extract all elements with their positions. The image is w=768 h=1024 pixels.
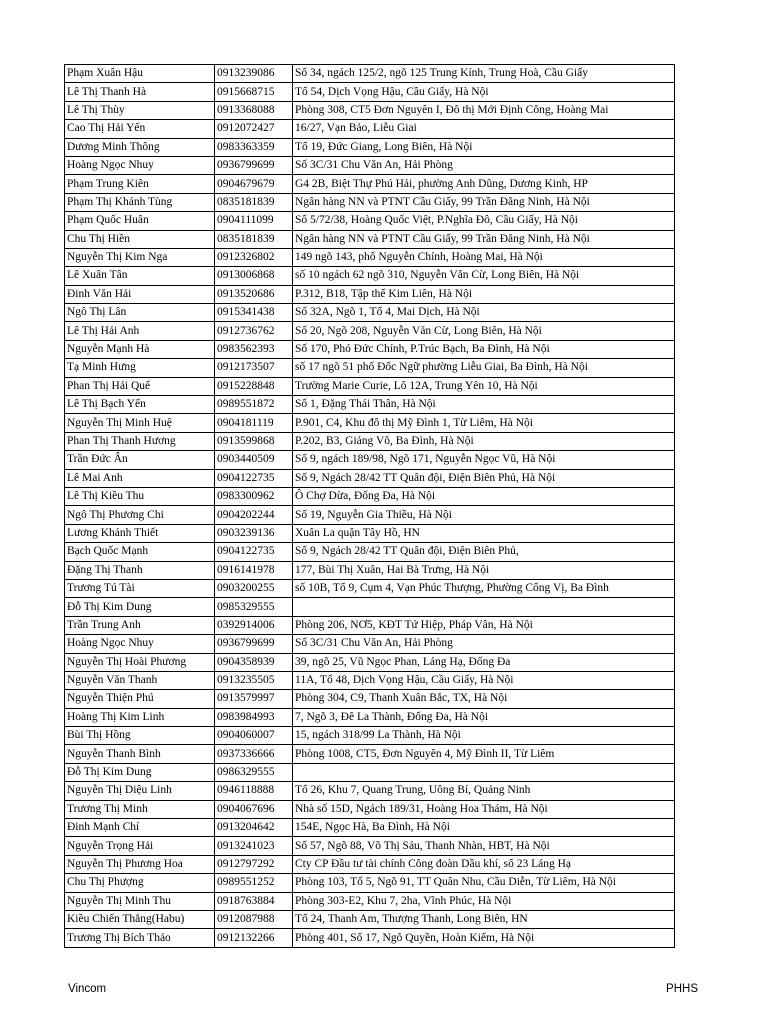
name-cell: Hoàng Ngọc Nhuy xyxy=(65,635,215,653)
table-row xyxy=(65,175,675,193)
phone-cell: 0983300962 xyxy=(215,487,293,505)
table-row xyxy=(65,782,675,800)
address-cell: Ngân hàng NN và PTNT Cầu Giấy, 99 Trần Đăng Ninh, Hà Nội xyxy=(293,193,675,211)
table-row xyxy=(65,819,675,837)
phone-cell: 0918763884 xyxy=(215,892,293,910)
name-cell: Đỗ Thị Kim Dung xyxy=(65,598,215,616)
phone-cell: 0913520686 xyxy=(215,285,293,303)
table-row xyxy=(65,359,675,377)
phone-cell: 0913204642 xyxy=(215,819,293,837)
table-row xyxy=(65,800,675,818)
table-row xyxy=(65,653,675,671)
name-cell: Ngô Thị Phương Chi xyxy=(65,506,215,524)
address-cell: Ô Chợ Dừa, Đống Đa, Hà Nội xyxy=(293,487,675,505)
phone-cell: 0913579997 xyxy=(215,690,293,708)
name-cell: Tạ Minh Hưng xyxy=(65,359,215,377)
name-cell: Kiều Chiến Thắng(Habu) xyxy=(65,910,215,928)
phone-cell: 0913241023 xyxy=(215,837,293,855)
name-cell: Nguyễn Thị Kim Nga xyxy=(65,248,215,266)
phone-cell: 0916141978 xyxy=(215,561,293,579)
name-cell: Nguyễn Thị Minh Huệ xyxy=(65,414,215,432)
phone-cell: 0904358939 xyxy=(215,653,293,671)
name-cell: Lê Mai Anh xyxy=(65,469,215,487)
address-cell: 16/27, Vạn Bảo, Liễu Giai xyxy=(293,120,675,138)
address-cell: Số 3C/31 Chu Văn An, Hải Phòng xyxy=(293,635,675,653)
contact-table-body xyxy=(65,65,675,948)
phone-cell: 0912173507 xyxy=(215,359,293,377)
name-cell: Lương Khánh Thiết xyxy=(65,524,215,542)
address-cell: Tổ 54, Dịch Vọng Hậu, Cầu Giấy, Hà Nội xyxy=(293,83,675,101)
address-cell: số 17 ngõ 51 phố Đốc Ngữ phường Liễu Giai, Ba Đình, Hà Nội xyxy=(293,359,675,377)
address-cell: 15, ngách 318/99 La Thành, Hà Nội xyxy=(293,727,675,745)
phone-cell: 0904067696 xyxy=(215,800,293,818)
table-row xyxy=(65,690,675,708)
name-cell: Lê Thị Kiều Thu xyxy=(65,487,215,505)
phone-cell: 0912736762 xyxy=(215,322,293,340)
name-cell: Lê Xuân Tân xyxy=(65,267,215,285)
table-row xyxy=(65,285,675,303)
address-cell: Phòng 304, C9, Thanh Xuân Bắc, TX, Hà Nội xyxy=(293,690,675,708)
phone-cell: 0985329555 xyxy=(215,598,293,616)
address-cell: Số 19, Nguyễn Gia Thiều, Hà Nội xyxy=(293,506,675,524)
address-cell: Phòng 401, Số 17, Ngô Quyền, Hoàn Kiếm, Hà Nội xyxy=(293,929,675,947)
address-cell: Ngân hàng NN và PTNT Cầu Giấy, 99 Trần Đăng Ninh, Hà Nội xyxy=(293,230,675,248)
address-cell: số 10B, Tổ 9, Cụm 4, Vạn Phúc Thượng, Phường Cống Vị, Ba Đình xyxy=(293,579,675,597)
address-cell: Phòng 308, CT5 Đơn Nguyên I, Đô thị Mới Định Công, Hoàng Mai xyxy=(293,101,675,119)
name-cell: Phan Thị Hải Quế xyxy=(65,377,215,395)
phone-cell: 0913006868 xyxy=(215,267,293,285)
phone-cell: 0915668715 xyxy=(215,83,293,101)
table-row xyxy=(65,561,675,579)
phone-cell: 0913239086 xyxy=(215,65,293,83)
address-cell: Tổ 19, Đức Giang, Long Biên, Hà Nội xyxy=(293,138,675,156)
address-cell: Số 9, Ngách 28/42 TT Quân đội, Điện Biên Phủ, Hà Nội xyxy=(293,469,675,487)
table-row xyxy=(65,635,675,653)
footer-right-label: PHHS xyxy=(666,983,698,995)
name-cell: Chu Thị Hiền xyxy=(65,230,215,248)
phone-cell: 0989551872 xyxy=(215,396,293,414)
name-cell: Nguyễn Thị Hoài Phương xyxy=(65,653,215,671)
contact-table xyxy=(64,64,675,948)
phone-cell: 0392914006 xyxy=(215,616,293,634)
table-row xyxy=(65,929,675,947)
footer-left-label: Vincom xyxy=(68,983,107,995)
phone-cell: 0912132266 xyxy=(215,929,293,947)
table-row xyxy=(65,304,675,322)
name-cell: Hoàng Thị Kim Linh xyxy=(65,708,215,726)
name-cell: Phạm Thị Khánh Tùng xyxy=(65,193,215,211)
phone-cell: 0904122735 xyxy=(215,469,293,487)
address-cell: Tổ 24, Thanh Am, Thượng Thanh, Long Biên, HN xyxy=(293,910,675,928)
address-cell: 11A, Tổ 48, Dịch Vọng Hậu, Cầu Giấy, Hà Nội xyxy=(293,671,675,689)
table-row xyxy=(65,340,675,358)
address-cell: Số 9, ngách 189/98, Ngõ 171, Nguyễn Ngọc Vũ, Hà Nội xyxy=(293,451,675,469)
address-cell: 39, ngõ 25, Vũ Ngọc Phan, Láng Hạ, Đống Đa xyxy=(293,653,675,671)
table-row xyxy=(65,83,675,101)
phone-cell: 0913599868 xyxy=(215,432,293,450)
phone-cell: 0912087988 xyxy=(215,910,293,928)
address-cell: Phòng 103, Tổ 5, Ngõ 91, TT Quân Nhu, Cầu Diễn, Từ Liêm, Hà Nội xyxy=(293,874,675,892)
name-cell: Trương Tú Tài xyxy=(65,579,215,597)
name-cell: Dương Minh Thông xyxy=(65,138,215,156)
name-cell: Đỗ Thị Kim Dung xyxy=(65,763,215,781)
table-row xyxy=(65,763,675,781)
name-cell: Phạm Trung Kiên xyxy=(65,175,215,193)
address-cell: Phòng 303-E2, Khu 7, 2ha, Vĩnh Phúc, Hà Nội xyxy=(293,892,675,910)
phone-cell: 0983562393 xyxy=(215,340,293,358)
name-cell: Lê Thị Bạch Yến xyxy=(65,396,215,414)
phone-cell: 0912797292 xyxy=(215,855,293,873)
address-cell: Phòng 206, NƠ5, KĐT Tứ Hiệp, Pháp Vân, Hà Nội xyxy=(293,616,675,634)
name-cell: Lê Thị Thanh Hà xyxy=(65,83,215,101)
phone-cell: 0913235505 xyxy=(215,671,293,689)
name-cell: Phạm Quốc Huân xyxy=(65,212,215,230)
name-cell: Nguyễn Thị Minh Thu xyxy=(65,892,215,910)
name-cell: Nguyễn Thị Phương Hoa xyxy=(65,855,215,873)
address-cell: G4 2B, Biệt Thự Phú Hải, phường Anh Dũng, Dương Kinh, HP xyxy=(293,175,675,193)
phone-cell: 0904122735 xyxy=(215,543,293,561)
address-cell: P.901, C4, Khu đô thị Mỹ Đình 1, Từ Liêm, Hà Nội xyxy=(293,414,675,432)
table-row xyxy=(65,377,675,395)
address-cell: số 10 ngách 62 ngõ 310, Nguyễn Văn Cừ, Long Biên, Hà Nội xyxy=(293,267,675,285)
table-row xyxy=(65,579,675,597)
address-cell: Số 5/72/38, Hoàng Quốc Việt, P.Nghĩa Đô, Cầu Giấy, Hà Nội xyxy=(293,212,675,230)
address-cell: Phòng 1008, CT5, Đơn Nguyên 4, Mỹ Đình II, Từ Liêm xyxy=(293,745,675,763)
table-row xyxy=(65,451,675,469)
table-row xyxy=(65,138,675,156)
table-row xyxy=(65,101,675,119)
name-cell: Trần Trung Anh xyxy=(65,616,215,634)
name-cell: Ngô Thị Lân xyxy=(65,304,215,322)
table-row xyxy=(65,248,675,266)
address-cell: Số 9, Ngách 28/42 TT Quân đội, Điện Biên Phủ, xyxy=(293,543,675,561)
name-cell: Bạch Quốc Mạnh xyxy=(65,543,215,561)
address-cell: 177, Bùi Thị Xuân, Hai Bà Trưng, Hà Nội xyxy=(293,561,675,579)
phone-cell: 0989551252 xyxy=(215,874,293,892)
name-cell: Phạm Xuân Hậu xyxy=(65,65,215,83)
phone-cell: 0903239136 xyxy=(215,524,293,542)
table-row xyxy=(65,432,675,450)
name-cell: Nguyễn Trọng Hải xyxy=(65,837,215,855)
phone-cell: 0903200255 xyxy=(215,579,293,597)
table-row xyxy=(65,65,675,83)
phone-cell: 0904181119 xyxy=(215,414,293,432)
name-cell: Lê Thị Thùy xyxy=(65,101,215,119)
address-cell: Nhà số 15D, Ngách 189/31, Hoàng Hoa Thám, Hà Nội xyxy=(293,800,675,818)
table-row xyxy=(65,855,675,873)
name-cell: Nguyễn Mạnh Hà xyxy=(65,340,215,358)
name-cell: Phan Thị Thanh Hương xyxy=(65,432,215,450)
name-cell: Lê Thị Hải Anh xyxy=(65,322,215,340)
phone-cell: 0903440509 xyxy=(215,451,293,469)
address-cell xyxy=(293,598,675,616)
address-cell: Số 3C/31 Chu Văn An, Hải Phòng xyxy=(293,156,675,174)
table-row xyxy=(65,910,675,928)
address-cell: Số 57, Ngõ 88, Võ Thị Sáu, Thanh Nhàn, HBT, Hà Nội xyxy=(293,837,675,855)
table-row xyxy=(65,506,675,524)
name-cell: Trần Đức Ân xyxy=(65,451,215,469)
name-cell: Hoàng Ngọc Nhuy xyxy=(65,156,215,174)
phone-cell: 0983984993 xyxy=(215,708,293,726)
phone-cell: 0915228848 xyxy=(215,377,293,395)
address-cell: Số 1, Đặng Thái Thân, Hà Nội xyxy=(293,396,675,414)
table-row xyxy=(65,598,675,616)
phone-cell: 0904202244 xyxy=(215,506,293,524)
address-cell: Cty CP Đầu tư tài chính Công đoàn Dầu khí, số 23 Láng Hạ xyxy=(293,855,675,873)
address-cell: 154E, Ngọc Hà, Ba Đình, Hà Nội xyxy=(293,819,675,837)
address-cell: Số 32A, Ngõ 1, Tổ 4, Mai Dịch, Hà Nội xyxy=(293,304,675,322)
address-cell: 7, Ngõ 3, Đê La Thành, Đống Đa, Hà Nội xyxy=(293,708,675,726)
phone-cell: 0913368088 xyxy=(215,101,293,119)
address-cell: Tổ 26, Khu 7, Quang Trung, Uông Bí, Quảng Ninh xyxy=(293,782,675,800)
table-row xyxy=(65,837,675,855)
name-cell: Đinh Văn Hải xyxy=(65,285,215,303)
phone-cell: 0983363359 xyxy=(215,138,293,156)
name-cell: Đặng Thị Thanh xyxy=(65,561,215,579)
table-row xyxy=(65,745,675,763)
phone-cell: 0915341438 xyxy=(215,304,293,322)
address-cell: Trường Marie Curie, Lô 12A, Trung Yên 10, Hà Nội xyxy=(293,377,675,395)
table-row xyxy=(65,230,675,248)
table-row xyxy=(65,524,675,542)
address-cell: Số 20, Ngõ 208, Nguyễn Văn Cừ, Long Biên, Hà Nội xyxy=(293,322,675,340)
phone-cell: 0904679679 xyxy=(215,175,293,193)
address-cell xyxy=(293,763,675,781)
phone-cell: 0835181839 xyxy=(215,193,293,211)
table-row xyxy=(65,193,675,211)
name-cell: Trương Thị Bích Thảo xyxy=(65,929,215,947)
table-row xyxy=(65,671,675,689)
phone-cell: 0936799699 xyxy=(215,156,293,174)
table-row xyxy=(65,212,675,230)
address-cell: 149 ngõ 143, phố Nguyễn Chính, Hoàng Mai, Hà Nội xyxy=(293,248,675,266)
address-cell: P.202, B3, Giảng Võ, Ba Đình, Hà Nội xyxy=(293,432,675,450)
phone-cell: 0937336666 xyxy=(215,745,293,763)
phone-cell: 0912072427 xyxy=(215,120,293,138)
name-cell: Cao Thị Hải Yến xyxy=(65,120,215,138)
name-cell: Nguyễn Thiện Phú xyxy=(65,690,215,708)
table-row xyxy=(65,487,675,505)
name-cell: Chu Thị Phượng xyxy=(65,874,215,892)
table-row xyxy=(65,892,675,910)
table-row xyxy=(65,120,675,138)
address-cell: Số 34, ngách 125/2, ngõ 125 Trung Kính, Trung Hoà, Cầu Giấy xyxy=(293,65,675,83)
name-cell: Nguyễn Thanh Bình xyxy=(65,745,215,763)
table-row xyxy=(65,469,675,487)
table-row xyxy=(65,322,675,340)
table-row xyxy=(65,267,675,285)
table-row xyxy=(65,708,675,726)
phone-cell: 0946118888 xyxy=(215,782,293,800)
phone-cell: 0835181839 xyxy=(215,230,293,248)
table-row xyxy=(65,396,675,414)
name-cell: Đinh Mạnh Chí xyxy=(65,819,215,837)
address-cell: P.312, B18, Tập thể Kim Liên, Hà Nội xyxy=(293,285,675,303)
phone-cell: 0986329555 xyxy=(215,763,293,781)
table-row xyxy=(65,156,675,174)
table-row xyxy=(65,543,675,561)
name-cell: Bùi Thị Hồng xyxy=(65,727,215,745)
phone-cell: 0904060007 xyxy=(215,727,293,745)
phone-cell: 0912326802 xyxy=(215,248,293,266)
phone-cell: 0936799699 xyxy=(215,635,293,653)
name-cell: Trương Thị Minh xyxy=(65,800,215,818)
table-row xyxy=(65,414,675,432)
phone-cell: 0904111099 xyxy=(215,212,293,230)
name-cell: Nguyễn Thị Diệu Linh xyxy=(65,782,215,800)
address-cell: Xuân La quận Tây Hồ, HN xyxy=(293,524,675,542)
table-row xyxy=(65,616,675,634)
address-cell: Số 170, Phó Đức Chính, P.Trúc Bạch, Ba Đình, Hà Nội xyxy=(293,340,675,358)
name-cell: Nguyễn Văn Thanh xyxy=(65,671,215,689)
table-row xyxy=(65,874,675,892)
table-row xyxy=(65,727,675,745)
